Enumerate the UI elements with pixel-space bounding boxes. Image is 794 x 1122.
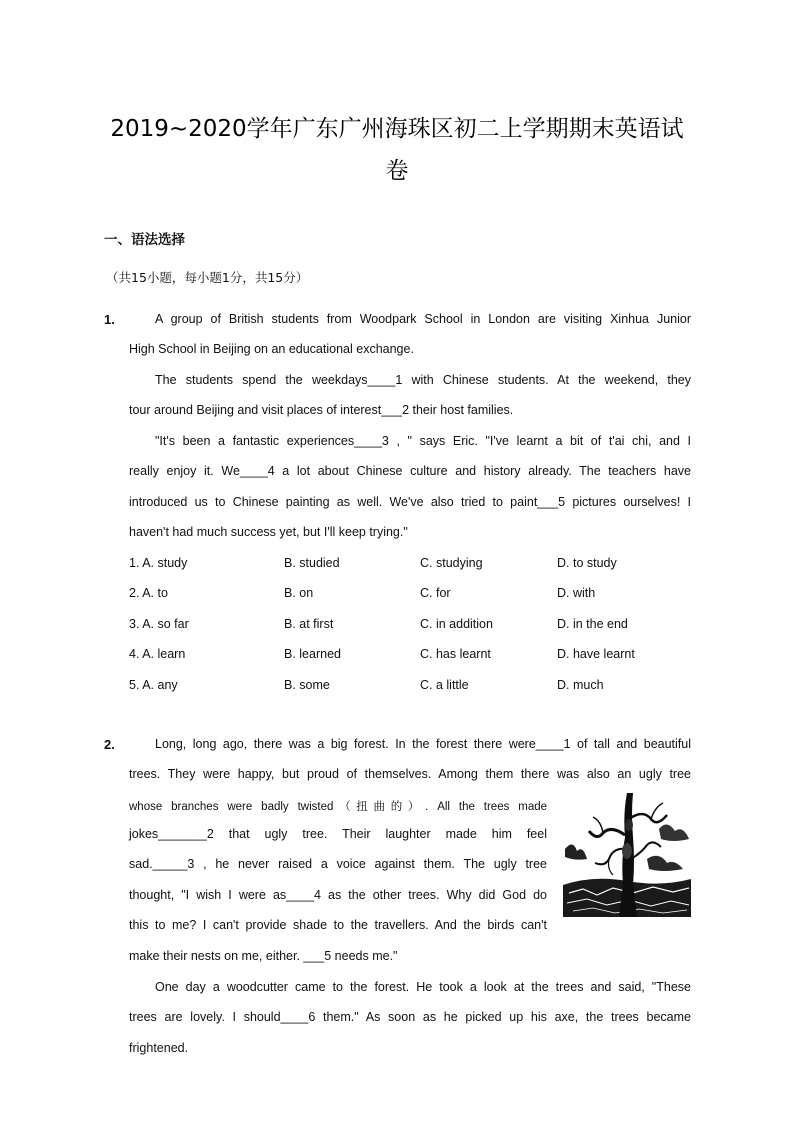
q2-passage-line: sad._____3 , he never raised a voice against them. The ugly tree xyxy=(129,857,547,871)
option-c[interactable]: C. in addition xyxy=(420,617,493,631)
q2-line3-a: whose branches were badly twisted（ xyxy=(129,801,357,813)
q2-passage-line: Long, long ago, there was a big forest. In the forest there were____1 of tall and beautiful xyxy=(155,737,691,751)
option-b[interactable]: B. at first xyxy=(284,617,334,631)
q2-passage-line: make their nests on me, either. ___5 needs me." xyxy=(129,949,398,963)
section-note: （共15小题，每小题1分，共15分） xyxy=(106,270,309,285)
option-d[interactable]: D. much xyxy=(557,678,604,692)
option-c[interactable]: C. studying xyxy=(420,556,483,570)
option-a[interactable]: 4. A. learn xyxy=(129,647,186,661)
option-b[interactable]: B. studied xyxy=(284,556,340,570)
section-heading: 一、语法选择 xyxy=(104,232,185,248)
title-line-1: 2019~2020学年广东广州海珠区初二上学期期末英语试 xyxy=(110,116,684,142)
q1-passage-line: The students spend the weekdays____1 with Chinese students. At the weekend, they xyxy=(155,373,691,387)
q2-passage-line: this to me? I can't provide shade to the travellers. And the birds can't xyxy=(129,918,547,932)
q2-passage-line: thought, "I wish I were as____4 as the other trees. Why did God do xyxy=(129,888,547,902)
option-d[interactable]: D. to study xyxy=(557,556,617,570)
option-d[interactable]: D. have learnt xyxy=(557,647,635,661)
q1-passage-line: High School in Beijing on an educational exchange. xyxy=(129,342,414,356)
q2-line3-b: ）. All the trees made xyxy=(407,801,548,813)
option-c[interactable]: C. has learnt xyxy=(420,647,491,661)
option-c[interactable]: C. a little xyxy=(420,678,469,692)
q1-passage-line: really enjoy it. We____4 a lot about Chinese culture and history already. The teachers have xyxy=(129,464,691,478)
q1-passage-line: tour around Beijing and visit places of interest___2 their host families. xyxy=(129,403,514,417)
page-title xyxy=(60,108,734,192)
q2-passage-line: frightened. xyxy=(129,1041,189,1055)
q2-passage-line xyxy=(129,798,547,814)
title-line-2: 卷 xyxy=(385,158,409,184)
option-a[interactable]: 2. A. to xyxy=(129,586,168,600)
option-c[interactable]: C. for xyxy=(420,586,451,600)
option-a[interactable]: 5. A. any xyxy=(129,678,178,692)
q2-line3-chinese-gloss: 扭曲的 xyxy=(356,799,408,813)
twisted-tree-photo-icon xyxy=(563,789,691,917)
option-b[interactable]: B. learned xyxy=(284,647,341,661)
question-number-1: 1. xyxy=(104,312,115,327)
q2-passage-line: trees. They were happy, but proud of themselves. Among them there was also an ugly tree xyxy=(129,767,691,781)
question-number-2: 2. xyxy=(104,737,115,752)
q2-passage-line: jokes_______2 that ugly tree. Their laughter made him feel xyxy=(129,827,547,841)
q1-passage-line: haven't had much success yet, but I'll keep trying." xyxy=(129,525,408,539)
option-d[interactable]: D. in the end xyxy=(557,617,628,631)
option-a[interactable]: 1. A. study xyxy=(129,556,188,570)
q2-passage-line: trees are lovely. I should____6 them." As soon as he picked up his axe, the trees became xyxy=(129,1010,691,1024)
option-a[interactable]: 3. A. so far xyxy=(129,617,189,631)
q2-passage-line: One day a woodcutter came to the forest. He took a look at the trees and said, "These xyxy=(155,980,691,994)
q1-passage-line: introduced us to Chinese painting as well. We've also tried to paint___5 pictures ourselves! I xyxy=(129,495,691,509)
option-b[interactable]: B. on xyxy=(284,586,314,600)
q1-passage-line: "It's been a fantastic experiences____3 , " says Eric. "I've learnt a bit of t'ai chi, and I xyxy=(155,434,691,448)
q1-passage-line: A group of British students from Woodpark School in London are visiting Xinhua Junior xyxy=(155,312,691,326)
option-b[interactable]: B. some xyxy=(284,678,330,692)
option-d[interactable]: D. with xyxy=(557,586,596,600)
